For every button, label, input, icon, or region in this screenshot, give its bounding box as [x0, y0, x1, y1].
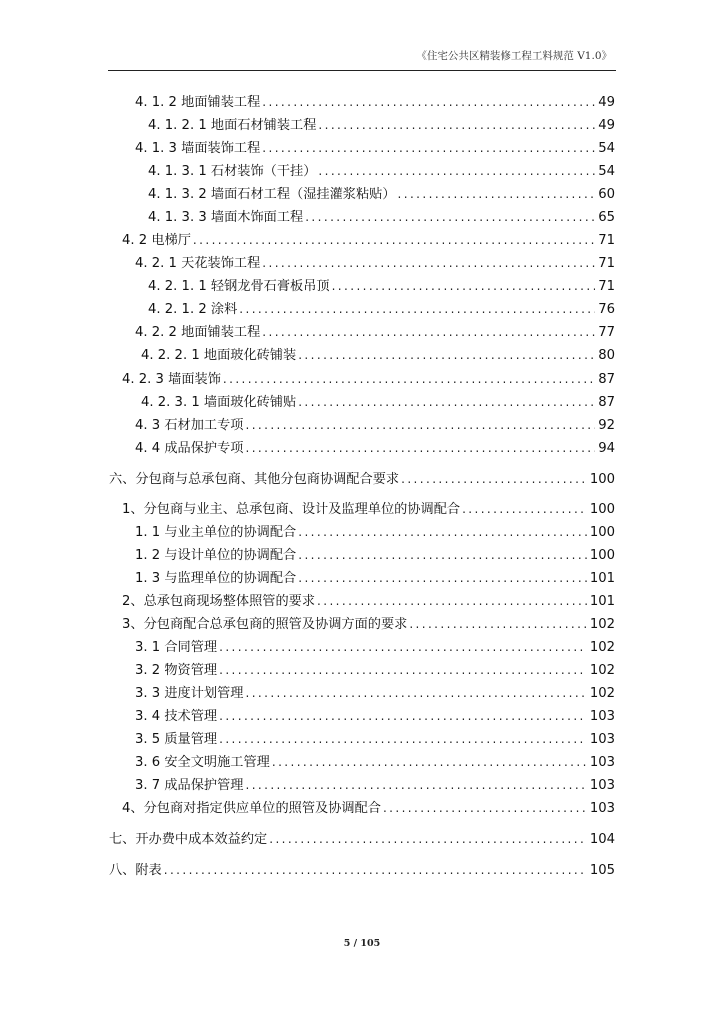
toc-leader-dots: [219, 660, 587, 680]
toc-entry-page: 80: [598, 348, 615, 363]
toc-leader-dots: [245, 775, 586, 795]
toc-entry-title: 4. 1. 3. 1 石材装饰（干挂）: [148, 164, 317, 179]
toc-entry-title: 4. 1. 3. 2 墙面石材工程（湿挂灌浆粘贴）: [148, 187, 396, 202]
toc-leader-dots: [318, 161, 595, 181]
toc-leader-dots: [383, 798, 587, 818]
toc-entry-title: 4. 2. 3. 1 墙面玻化砖铺贴: [141, 395, 297, 410]
toc-entry-page: 92: [598, 418, 615, 433]
toc-entry-title: 4. 2. 2. 1 地面玻化砖铺装: [141, 348, 297, 363]
toc-entry[interactable]: [141, 345, 615, 365]
toc-entry-page: 65: [598, 210, 615, 225]
toc-entry-page: 76: [598, 302, 615, 317]
toc-entry[interactable]: [148, 115, 615, 135]
toc-entry-page: 103: [589, 709, 615, 724]
toc-entry[interactable]: [135, 322, 615, 342]
toc-entry[interactable]: [135, 522, 615, 542]
toc-entry[interactable]: [148, 161, 615, 181]
toc-entry-title: 4. 2. 1 天花装饰工程: [135, 256, 261, 271]
toc-entry[interactable]: [135, 138, 615, 158]
toc-entry[interactable]: [135, 752, 615, 772]
toc-entry-title: 1. 1 与业主单位的协调配合: [135, 525, 297, 540]
toc-entry-page: 60: [598, 187, 615, 202]
toc-entry[interactable]: [135, 775, 615, 795]
toc-entry[interactable]: [109, 829, 615, 849]
toc-entry-page: 101: [589, 571, 615, 586]
toc-entry-title: 七、开办费中成本效益约定: [109, 832, 268, 847]
toc-entry-title: 2、总承包商现场整体照管的要求: [122, 594, 316, 609]
toc-entry-title: 4. 2. 2 地面铺装工程: [135, 325, 261, 340]
toc-entry[interactable]: [122, 230, 615, 250]
toc-entry[interactable]: [109, 860, 615, 880]
toc-entry-title: 八、附表: [109, 863, 162, 878]
toc-entry-title: 4. 1. 3. 3 墙面木饰面工程: [148, 210, 304, 225]
toc-entry[interactable]: [135, 683, 615, 703]
toc-entry-title: 3. 1 合同管理: [135, 640, 218, 655]
header-rule: [108, 70, 616, 71]
toc-entry-title: 4. 1. 2 地面铺装工程: [135, 95, 261, 110]
toc-leader-dots: [223, 369, 595, 389]
toc-entry-page: 100: [589, 525, 615, 540]
toc-entry-title: 3. 6 安全文明施工管理: [135, 755, 270, 770]
toc-entry-title: 3. 7 成品保护管理: [135, 778, 244, 793]
toc-leader-dots: [269, 829, 587, 849]
toc-entry[interactable]: [135, 637, 615, 657]
toc-entry-page: 102: [589, 617, 615, 632]
toc-leader-dots: [245, 438, 595, 458]
toc-entry-title: 4. 2. 3 墙面装饰: [122, 372, 221, 387]
toc-entry-title: 3. 3 进度计划管理: [135, 686, 244, 701]
toc-entry[interactable]: [135, 253, 615, 273]
toc-leader-dots: [262, 92, 595, 112]
toc-leader-dots: [245, 683, 586, 703]
toc-entry-title: 4. 2 电梯厅: [122, 233, 191, 248]
toc-entry[interactable]: [135, 92, 615, 112]
toc-entry-page: 87: [598, 395, 615, 410]
toc-entry-page: 102: [589, 663, 615, 678]
toc-entry[interactable]: [109, 469, 615, 489]
toc-leader-dots: [462, 499, 587, 519]
toc-leader-dots: [317, 591, 587, 611]
toc-leader-dots: [298, 568, 587, 588]
toc-entry-page: 105: [589, 863, 615, 878]
toc-entry-title: 1、分包商与业主、总承包商、设计及监理单位的协调配合: [122, 502, 461, 517]
toc-leader-dots: [193, 230, 595, 250]
toc-entry-title: 4、分包商对指定供应单位的照管及协调配合: [122, 801, 381, 816]
toc-leader-dots: [219, 706, 587, 726]
toc-entry-page: 49: [598, 118, 615, 133]
toc-entry-title: 4. 1. 3 墙面装饰工程: [135, 141, 261, 156]
toc-entry-title: 4. 4 成品保护专项: [135, 441, 244, 456]
toc-leader-dots: [262, 138, 595, 158]
toc-entry-title: 4. 2. 1. 1 轻钢龙骨石膏板吊顶: [148, 279, 330, 294]
toc-leader-dots: [401, 469, 587, 489]
toc-entry-title: 3. 4 技术管理: [135, 709, 218, 724]
toc-entry-page: 100: [589, 502, 615, 517]
toc-entry-page: 71: [598, 279, 615, 294]
toc-entry[interactable]: [122, 369, 615, 389]
toc-leader-dots: [262, 253, 595, 273]
toc-entry-title: 4. 2. 1. 2 涂料: [148, 302, 238, 317]
toc-entry[interactable]: [141, 392, 615, 412]
toc-entry-page: 54: [598, 141, 615, 156]
toc-entry-page: 94: [598, 441, 615, 456]
toc-entry-title: 4. 1. 2. 1 地面石材铺装工程: [148, 118, 317, 133]
toc-entry[interactable]: [135, 706, 615, 726]
toc-entry[interactable]: [122, 591, 615, 611]
toc-entry[interactable]: [148, 184, 615, 204]
running-header: 《住宅公共区精装修工程工料规范 V1.0》: [416, 50, 612, 62]
toc-entry[interactable]: [135, 438, 615, 458]
toc-entry-page: 100: [589, 472, 615, 487]
toc-entry-page: 87: [598, 372, 615, 387]
toc-leader-dots: [332, 276, 596, 296]
toc-entry-title: 3. 2 物资管理: [135, 663, 218, 678]
toc-entry[interactable]: [135, 568, 615, 588]
toc-entry-page: 54: [598, 164, 615, 179]
toc-entry[interactable]: [135, 660, 615, 680]
toc-entry-title: 1. 2 与设计单位的协调配合: [135, 548, 297, 563]
toc-entry-page: 103: [589, 732, 615, 747]
toc-entry[interactable]: [148, 276, 615, 296]
toc-entry[interactable]: [148, 207, 615, 227]
toc-leader-dots: [219, 637, 587, 657]
toc-entry-title: 4. 3 石材加工专项: [135, 418, 244, 433]
toc-leader-dots: [272, 752, 587, 772]
toc-leader-dots: [398, 184, 596, 204]
toc-entry-title: 1. 3 与监理单位的协调配合: [135, 571, 297, 586]
toc-entry-page: 101: [589, 594, 615, 609]
toc-entry[interactable]: [148, 299, 615, 319]
toc-entry-page: 103: [589, 778, 615, 793]
toc-entry-title: 六、分包商与总承包商、其他分包商协调配合要求: [109, 472, 400, 487]
toc-entry-page: 102: [589, 686, 615, 701]
toc-entry[interactable]: [135, 729, 615, 749]
toc-leader-dots: [298, 345, 595, 365]
toc-leader-dots: [298, 522, 587, 542]
toc-leader-dots: [245, 415, 595, 435]
toc-leader-dots: [298, 392, 595, 412]
toc-leader-dots: [298, 545, 587, 565]
toc-entry-page: 103: [589, 801, 615, 816]
toc-leader-dots: [262, 322, 595, 342]
toc-leader-dots: [219, 729, 587, 749]
toc-entry-page: 103: [589, 755, 615, 770]
toc-leader-dots: [318, 115, 595, 135]
toc-entry-page: 104: [589, 832, 615, 847]
toc-entry-page: 102: [589, 640, 615, 655]
toc-entry-page: 100: [589, 548, 615, 563]
toc-leader-dots: [164, 860, 587, 880]
toc-entry-title: 3、分包商配合总承包商的照管及协调方面的要求: [122, 617, 408, 632]
toc-entry[interactable]: [135, 545, 615, 565]
toc-entry[interactable]: [122, 614, 615, 634]
toc-leader-dots: [239, 299, 595, 319]
toc-entry-title: 3. 5 质量管理: [135, 732, 218, 747]
toc-entry[interactable]: [122, 798, 615, 818]
toc-entry-page: 71: [598, 233, 615, 248]
toc-entry-page: 71: [598, 256, 615, 271]
toc-entry-page: 49: [598, 95, 615, 110]
page-number: 5 / 105: [343, 938, 381, 949]
toc-leader-dots: [305, 207, 595, 227]
toc-entry-page: 77: [598, 325, 615, 340]
toc-entry[interactable]: [122, 499, 615, 519]
toc-entry[interactable]: [135, 415, 615, 435]
toc-leader-dots: [409, 614, 587, 634]
